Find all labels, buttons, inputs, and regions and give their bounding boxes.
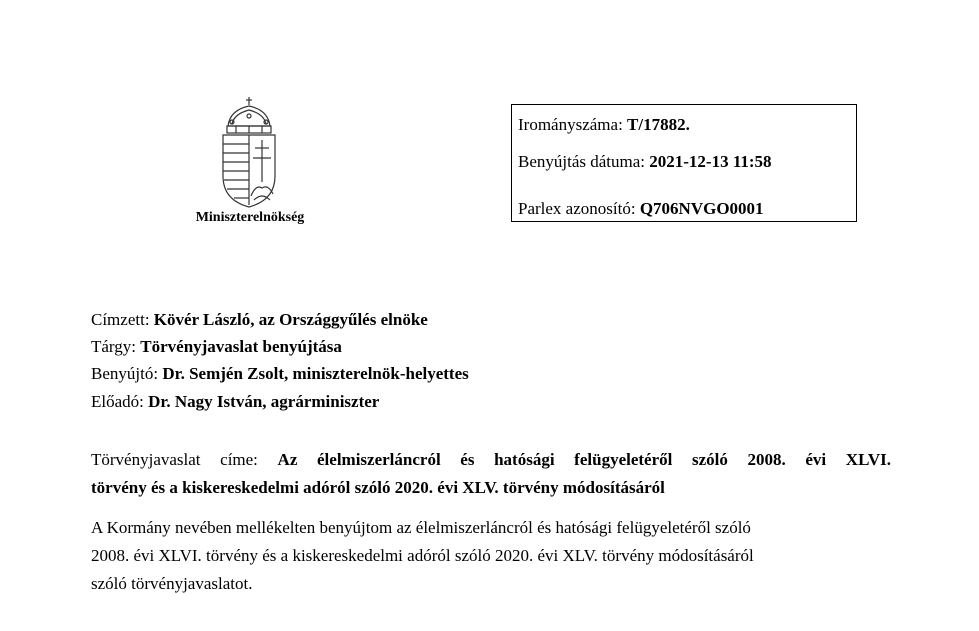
bill-title-value-1: Az élelmiszerláncról és hatósági felügyeletéről szóló 2008. évi XLVI. xyxy=(277,450,891,469)
presenter-value: Dr. Nagy István, agrárminiszter xyxy=(148,392,380,411)
submission-date-label: Benyújtás dátuma: xyxy=(518,152,646,171)
submitter-value: Dr. Semjén Zsolt, miniszterelnök-helyettes xyxy=(162,364,469,383)
subject-label: Tárgy: xyxy=(91,337,137,356)
recipient-label: Címzett: xyxy=(91,310,150,329)
body-line-3: szóló törvényjavaslatot. xyxy=(91,574,253,593)
parlex-id-value: Q706NVGO0001 xyxy=(639,199,764,218)
recipient-line xyxy=(91,310,428,330)
presenter-line xyxy=(91,392,379,412)
bill-title-value-2: törvény és a kiskereskedelmi adóról szóló 2020. évi XLV. törvény módosításáról xyxy=(91,478,665,497)
parlex-id-label: Parlex azonosító: xyxy=(518,199,636,218)
body-paragraph xyxy=(91,514,911,598)
registration-number xyxy=(518,115,690,135)
bill-title-label: Törvényjavaslat címe: xyxy=(91,450,258,469)
submitter-line xyxy=(91,364,469,384)
submission-date-value: 2021-12-13 11:58 xyxy=(649,152,772,171)
body-line-1: A Kormány nevében mellékelten benyújtom az élelmiszerláncról és hatósági felügyeletéről szóló xyxy=(91,518,751,537)
bill-title xyxy=(91,446,891,502)
office-name: Miniszterelnökség xyxy=(195,210,305,225)
submitter-label: Benyújtó: xyxy=(91,364,159,383)
subject-line xyxy=(91,337,342,357)
parlex-id xyxy=(518,199,764,219)
registration-number-value: T/17882. xyxy=(627,115,690,134)
subject-value: Törvényjavaslat benyújtása xyxy=(140,337,342,356)
registration-number-label: Irományszáma: xyxy=(518,115,623,134)
coat-of-arms-icon xyxy=(218,96,280,208)
bill-title-line-1 xyxy=(91,446,891,474)
body-line-2: 2008. évi XLVI. törvény és a kiskereskedelmi adóról szóló 2020. évi XLV. törvény módosításáról xyxy=(91,546,754,565)
submission-date xyxy=(518,152,772,172)
presenter-label: Előadó: xyxy=(91,392,144,411)
recipient-value: Kövér László, az Országgyűlés elnöke xyxy=(153,310,428,329)
registration-box xyxy=(511,104,857,222)
